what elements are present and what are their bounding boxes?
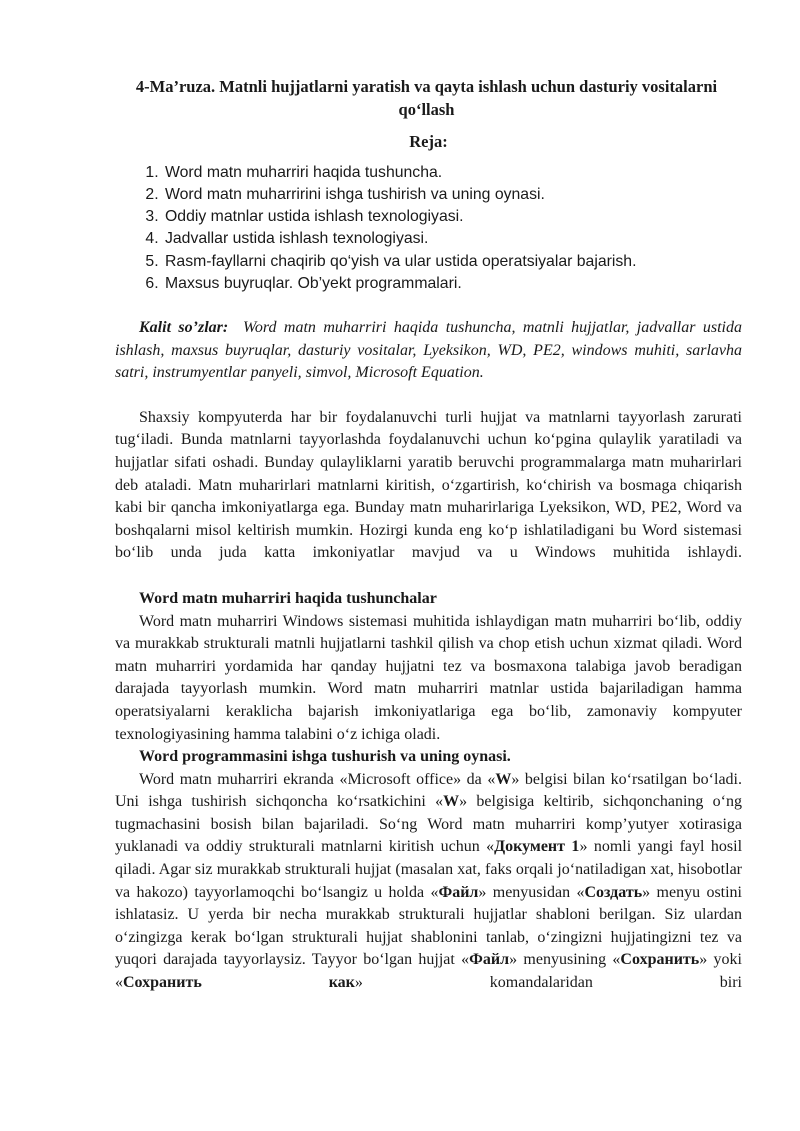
section-heading: Word matn muharriri haqida tushunchalar: [139, 589, 437, 607]
bold-run: Документ 1: [494, 838, 580, 856]
text-run: » menyu ostini ishlatasiz. U yerda bir necha murakkab strukturali hujjatlar shabloni berilgan. Siz ulardan o‘zingizga kerak bo‘lgan strukturali hujjat shablonini tanlab, o‘zingizni hujjatingizni tez va yuqori darajada tayyorlaysiz. Tayyor bo‘lgan hujjat «: [115, 883, 742, 969]
plan-item: 3. Oddiy matnlar ustida ishlash texnologiyasi.: [163, 206, 742, 228]
section-paragraph: [115, 769, 742, 995]
plan-item: 2. Word matn muharririni ishga tushirish va uning oynasi.: [163, 184, 742, 206]
plan-item: 5. Rasm-fayllarni chaqirib qo‘yish va ular ustida operatsiyalar bajarish.: [163, 251, 742, 273]
plan-item: 6. Maxsus buyruqlar. Ob’yekt programmalari.: [163, 273, 742, 295]
text-run: » komandalaridan biri: [354, 974, 742, 992]
keywords-text: Word matn muharriri haqida tushuncha, matnli hujjatlar, jadvallar ustida ishlash, maxsus buyruqlar, dasturiy vositalar, Lyeksikon, WD, PE2, windows muhiti, sarlavha satri, instrumyentlar panyeli, simvol, Microsoft Equation.: [115, 319, 742, 382]
text-run: » yoki «: [115, 951, 742, 992]
plan-item: 1. Word matn muharriri haqida tushuncha.: [163, 162, 742, 184]
plan-heading: Reja:: [409, 132, 448, 152]
bold-run: Сохранить как: [123, 974, 355, 992]
plan-list: [115, 162, 742, 295]
lecture-title: 4-Ma’ruza. Matnli hujjatlarni yaratish va qayta ishlash uchun dasturiy vositalarni qo‘llash: [135, 77, 718, 119]
bold-run: Файл: [469, 951, 510, 969]
bold-run: W: [495, 770, 512, 788]
keywords-label: Kalit so’zlar:: [139, 319, 229, 336]
plan-item: 4. Jadvallar ustida ishlash texnologiyasi.: [163, 228, 742, 250]
bold-run: Файл: [438, 883, 479, 901]
bold-run: Сохранить: [620, 951, 700, 969]
text-run: » menyusining «: [509, 951, 621, 969]
keywords-paragraph: [115, 317, 742, 385]
section-paragraph: Word matn muharriri Windows sistemasi muhitida ishlaydigan matn muharriri bo‘lib, oddiy va murakkab strukturali matnli hujjatlarni tashkil qilish va chop etish uchun xizmat qiladi. Word matn muharriri yordamida har qanday hujjatni tez va bosmaxona talabiga javob beradigan darajada tayyorlash mumkin. Word matn muharriri matnlar ustida bajariladigan hamma operatsiyalarni keraklicha bajarish imkoniyatlariga ega bo‘lib, zamonaviy kompyuter texnologiyasining hamma talabini o‘z ichiga oladi.: [115, 612, 742, 743]
text-run: » belgisi bilan ko‘rsatilgan bo‘ladi. Uni ishga tushirish sichqoncha ko‘rsatkichini «: [115, 770, 742, 811]
text-run: » nomli yangi fayl hosil qiladi. Agar siz murakkab strukturali hujjat (masalan xat, faks orqali jo‘natiladigan xat, hisobotlar va hakozo) tayyorlamoqchi bo‘lsangiz u holda «: [115, 838, 743, 901]
bold-run: Создать: [584, 883, 643, 901]
text-run: » menyusidan «: [478, 883, 585, 901]
section-heading: Word programmasini ishga tushurish va uning oynasi.: [139, 748, 511, 766]
intro-paragraph: Shaxsiy kompyuterda har bir foydalanuvchi turli hujjat va matnlarni tayyorlash zarurati tug‘iladi. Bunda matnlarni tayyorlashda foydalanuvchi uchun ko‘pgina qulaylik yaratiladi va hujjatlar sifati oshadi. Bunday qulayliklarni yaratib beruvchi programmalarga matn muharirlari deb ataladi. Matn muharirlari matnlarni kiritish, o‘zgartirish, ko‘chirish va bosmaga chiqarish kabi bir qancha imkoniyatlarga ega. Bunday matn muharirlariga Lyeksikon, WD, PE2, Word va boshqalarni misol keltirish mumkin. Hozirgi kunda eng ko‘p ishlatiladigani bu Word sistemasi bo‘lib unda juda katta imkoniyatlar mavjud va u Windows muhitida ishlaydi.: [115, 408, 742, 562]
text-run: Word matn muharriri ekranda «Microsoft office» da «: [139, 770, 496, 788]
bold-run: W: [443, 793, 460, 811]
text-run: » belgisiga keltirib, sichqonchaning o‘ng tugmachasini bosish bilan bajariladi. So‘ng Word matn muharriri komp’yutyer xotirasiga yuklanadi va oddiy strukturali matnlarni kiritish uchun «: [115, 793, 742, 856]
